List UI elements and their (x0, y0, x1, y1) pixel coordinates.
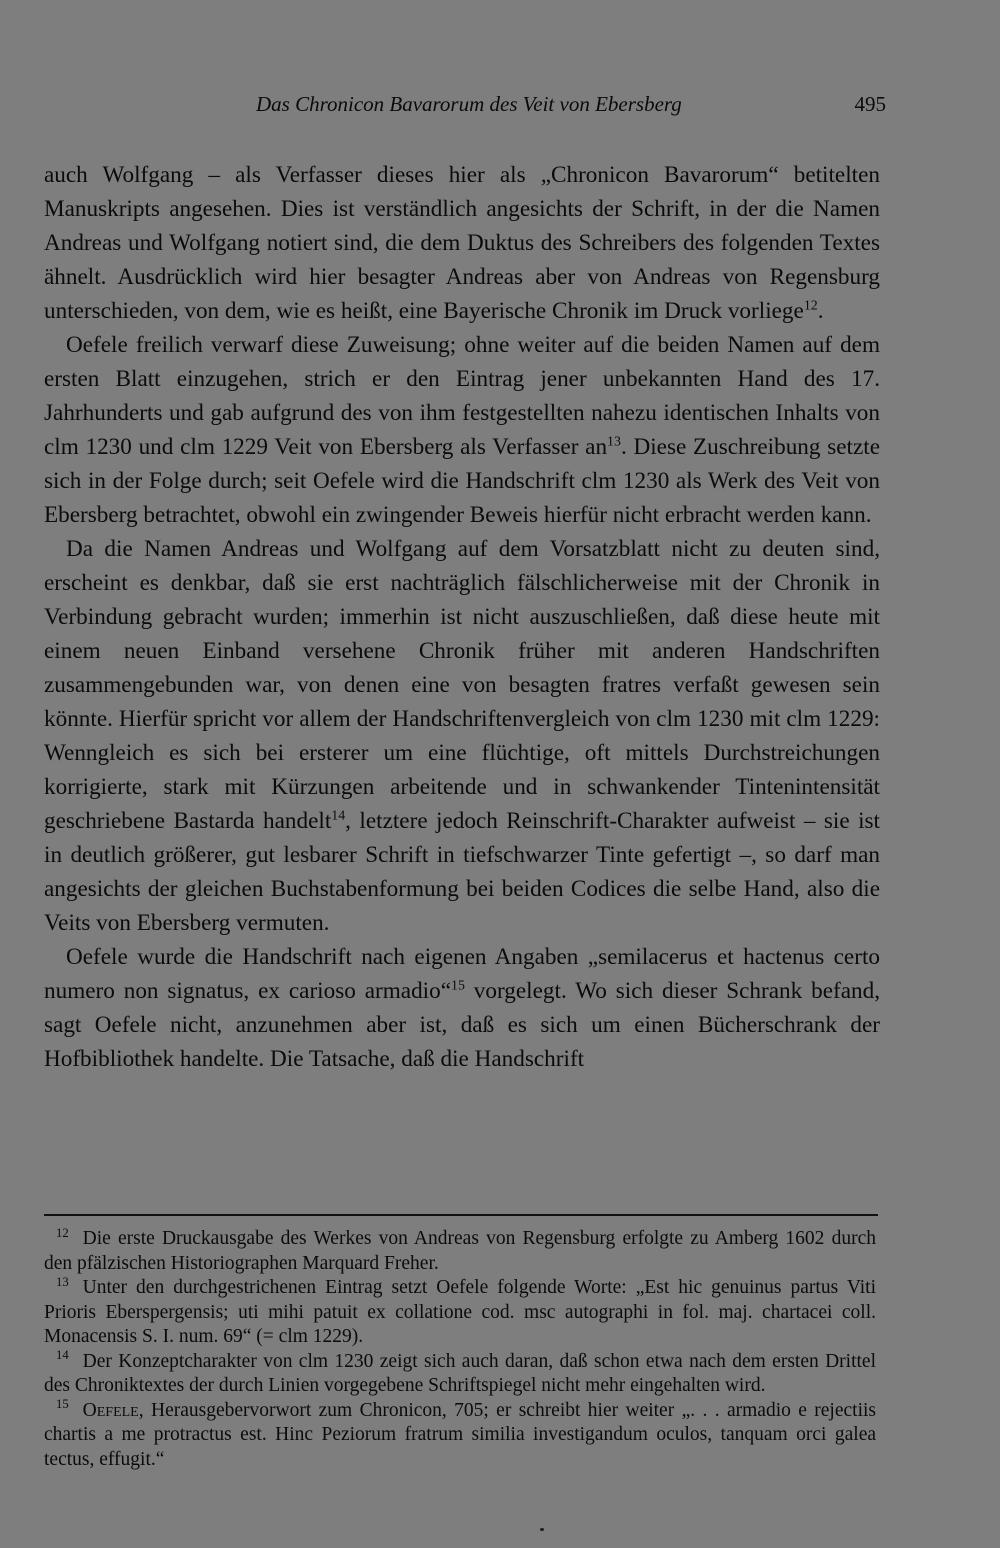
scan-speck (540, 1528, 544, 1531)
paragraph-4-text-a: Oefele wurde die Handschrift nach eigenen Angaben „semilacerus et hactenus certo numero non signatus, ex carioso armadio“ (44, 944, 880, 1004)
footnote-13 (44, 1276, 876, 1350)
footnote-number: 14 (56, 1348, 69, 1362)
paragraph-4-text-b: vorgelegt. Wo sich dieser Schrank befand, sagt Oefele nicht, anzunehmen aber ist, daß es sich um einen Bücherschrank der Hofbibliothek handelte. Die Tatsache, daß die Handschrift (44, 978, 880, 1072)
footnote-ref-14: 14 (331, 808, 346, 824)
footnote-12 (44, 1227, 876, 1276)
footnote-text: Die erste Druckausgabe des Werkes von Andreas von Regensburg erfolgte zu Amberg 1602 durch den pfälzischen Historiographen Marquard Freher. (44, 1228, 876, 1274)
footnote-15 (44, 1399, 876, 1473)
paragraph-2-text-a: Oefele freilich verwarf diese Zuweisung; ohne weiter auf die beiden Namen auf dem ersten Blatt einzugehen, strich er den Eintrag jener unbekannten Hand des 17. Jahrhunderts und gab aufgrund des von ihm festgestellten nahezu identischen Inhalts von clm 1230 und clm 1229 Veit von Ebersberg als Verfasser an (44, 332, 880, 460)
paragraph-2-text-b: . Diese Zuschreibung setzte sich in der Folge durch; seit Oefele wird die Handschrift clm 1230 als Werk des Veit von Ebersberg betrachtet, obwohl ein zwingender Beweis hierfür nicht erbracht werden kann. (44, 434, 880, 528)
footnote-text: Unter den durchgestrichenen Eintrag setzt Oefele folgende Worte: „Est hic genuinus partus Viti Prioris Eberspergensis; uti mihi patuit ex collatione cod. msc autographi in fol. maj. chartacei coll. Monacensis S. I. num. 69“ (= clm 1229). (44, 1277, 876, 1347)
main-text (44, 158, 880, 1076)
footnote-number: 13 (56, 1274, 69, 1289)
footnote-divider (44, 1214, 878, 1216)
paragraph-4 (44, 940, 880, 1076)
footnote-number: 12 (56, 1225, 69, 1240)
footnote-text: , Herausgebervorwort zum Chronicon, 705; er schreibt hier weiter „. . . armadio e rejectiis chartis a me protractus est. Hinc Peziorum fratrum similia investigandum oculos, tanquam orci galea tectus, effugit.“ (44, 1399, 876, 1470)
footnote-author: Oefele (82, 1399, 139, 1421)
paragraph-1-tail: . (817, 298, 824, 324)
paragraph-3-text-a: Da die Namen Andreas und Wolfgang auf dem Vorsatzblatt nicht zu deuten sind, erscheint es denkbar, daß sie erst nachträglich fälschlicherweise mit der Chronik in Verbindung gebracht wurden; immerhin ist nicht auszuschließen, daß diese heute mit einem neuen Einband versehene Chronik früher mit anderen Handschriften zusammengebunden war, von denen eine von besagten fratres verfaßt gewesen sein könnte. Hierfür spricht vor allem der Handschriftenvergleich von clm 1230 mit clm 1229: Wenngleich es sich bei ersterer um eine flüchtige, oft mittels Durchstreichungen korrigierte, stark mit Kürzungen arbeitende und in schwankender Tintenintensität geschriebene Bastarda handelt (44, 536, 880, 834)
page-number: 495 (854, 92, 886, 116)
paragraph-3-text-b: , letztere jedoch Reinschrift-Charakter aufweist – sie ist in deutlich größerer, gut lesbarer Schrift in tiefschwarzer Tinte gefertigt –, so darf man angesichts der gleichen Buchstabenformung bei beiden Codices die selbe Hand, also die Veits von Ebersberg vermuten. (44, 808, 880, 936)
footnote-number: 15 (56, 1397, 69, 1411)
paragraph-3 (44, 532, 880, 940)
footnote-14 (44, 1350, 876, 1399)
running-title: Das Chronicon Bavarorum des Veit von Ebersberg (256, 92, 682, 116)
footnote-ref-15: 15 (451, 978, 465, 994)
paragraph-1-text: auch Wolfgang – als Verfasser dieses hier als „Chronicon Bavarorum“ betitelten Manuskripts angesehen. Dies ist verständlich angesichts der Schrift, in der die Namen Andreas und Wolfgang notiert sind, die dem Duktus des Schreibers des folgenden Textes ähnelt. Ausdrücklich wird hier besagter Andreas aber von Andreas von Regensburg unterschieden, von dem, wie es heißt, eine Bayerische Chronik im Druck vorliege (44, 162, 880, 324)
footnote-ref-12: 12 (803, 298, 818, 314)
footnotes (44, 1227, 876, 1472)
paragraph-2 (44, 328, 880, 532)
page-header (44, 92, 886, 124)
footnote-ref-13: 13 (607, 434, 621, 450)
footnote-text: Der Konzeptcharakter von clm 1230 zeigt sich auch daran, daß schon etwa nach dem ersten Drittel des Chroniktextes der durch Linien vorgegebene Schriftspiegel nicht mehr eingehalten wird. (44, 1350, 876, 1396)
paragraph-1 (44, 158, 880, 328)
